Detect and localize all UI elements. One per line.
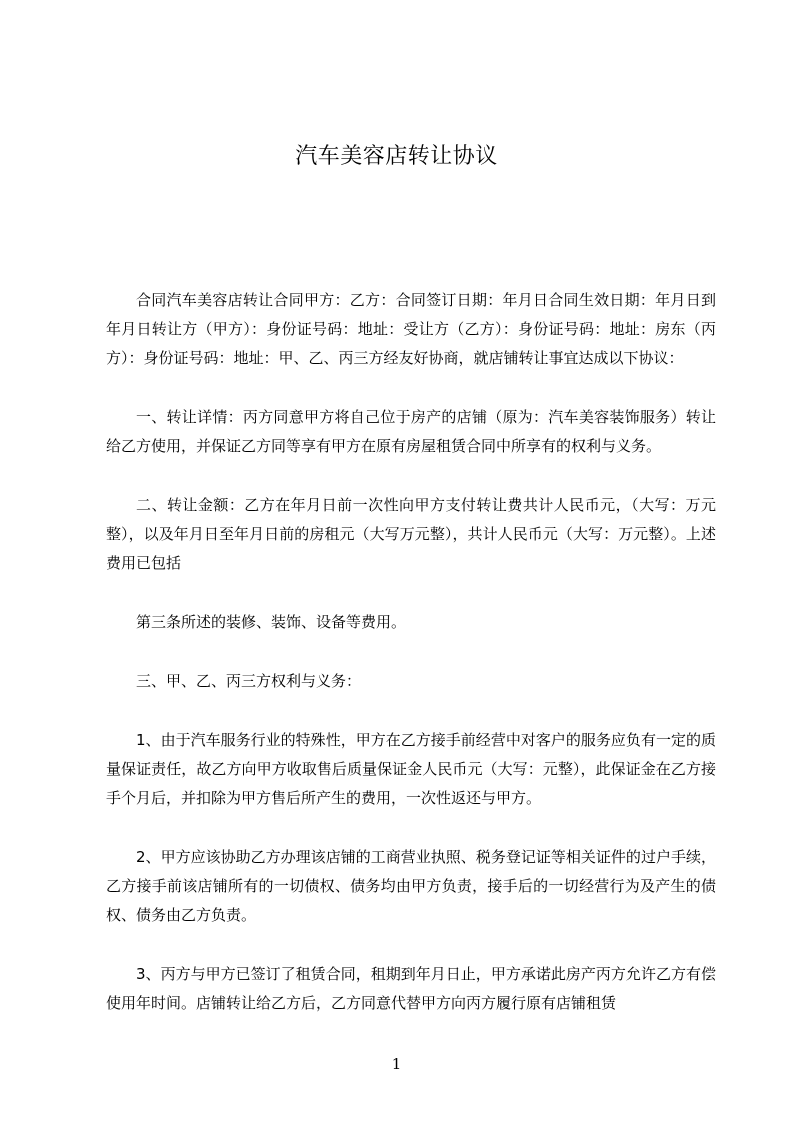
paragraph-clause-3-reference: 第三条所述的装修、装饰、设备等费用。 xyxy=(136,613,407,631)
paragraph-preamble: 合同汽车美容店转让合同甲方：乙方：合同签订日期：年月日合同生效日期：年月日到年月日转让方（甲方）：身份证号码：地址：受让方（乙方）：身份证号码：地址：房东（丙方）：身份证号码：地址：甲、乙、丙三方经友好协商，就店铺转让事宜达成以下协议： xyxy=(106,291,716,367)
document-title: 汽车美容店转让协议 xyxy=(295,144,498,169)
paragraph-clause-1-transfer-details: 一、转让详情：丙方同意甲方将自己位于房产的店铺（原为：汽车美容装饰服务）转让给乙方使用，并保证乙方同等享有甲方在原有房屋租赁合同中所享有的权利与义务。 xyxy=(106,408,716,455)
paragraph-item-1: 1、由于汽车服务行业的特殊性，甲方在乙方接手前经营中对客户的服务应负有一定的质量保证责任，故乙方向甲方收取售后质量保证金人民币元（大写：元整），此保证金在乙方接手个月后，并扣除为甲方售后所产生的费用，一次性返还与甲方。 xyxy=(106,731,716,807)
paragraph-clause-3-heading: 三、甲、乙、丙三方权利与义务： xyxy=(136,672,362,690)
paragraph-clause-2-transfer-amount: 二、转让金额：乙方在年月日前一次性向甲方支付转让费共计人民币元，（大写：万元整），以及年月日至年月日前的房租元（大写万元整），共计人民币元（大写：万元整）。上述费用已包括 xyxy=(106,496,716,572)
document-body xyxy=(106,286,716,1048)
paragraph-item-2: 2、甲方应该协助乙方办理该店铺的工商营业执照、税务登记证等相关证件的过户手续，乙方接手前该店铺所有的一切债权、债务均由甲方负责，接手后的一切经营行为及产生的债权、债务由乙方负责。 xyxy=(106,848,716,924)
page-number: 1 xyxy=(391,1055,402,1073)
paragraph-item-3: 3、丙方与甲方已签订了租赁合同，租期到年月日止，甲方承诺此房产丙方允许乙方有偿使用年时间。店铺转让给乙方后，乙方同意代替甲方向丙方履行原有店铺租赁 xyxy=(106,965,716,1012)
